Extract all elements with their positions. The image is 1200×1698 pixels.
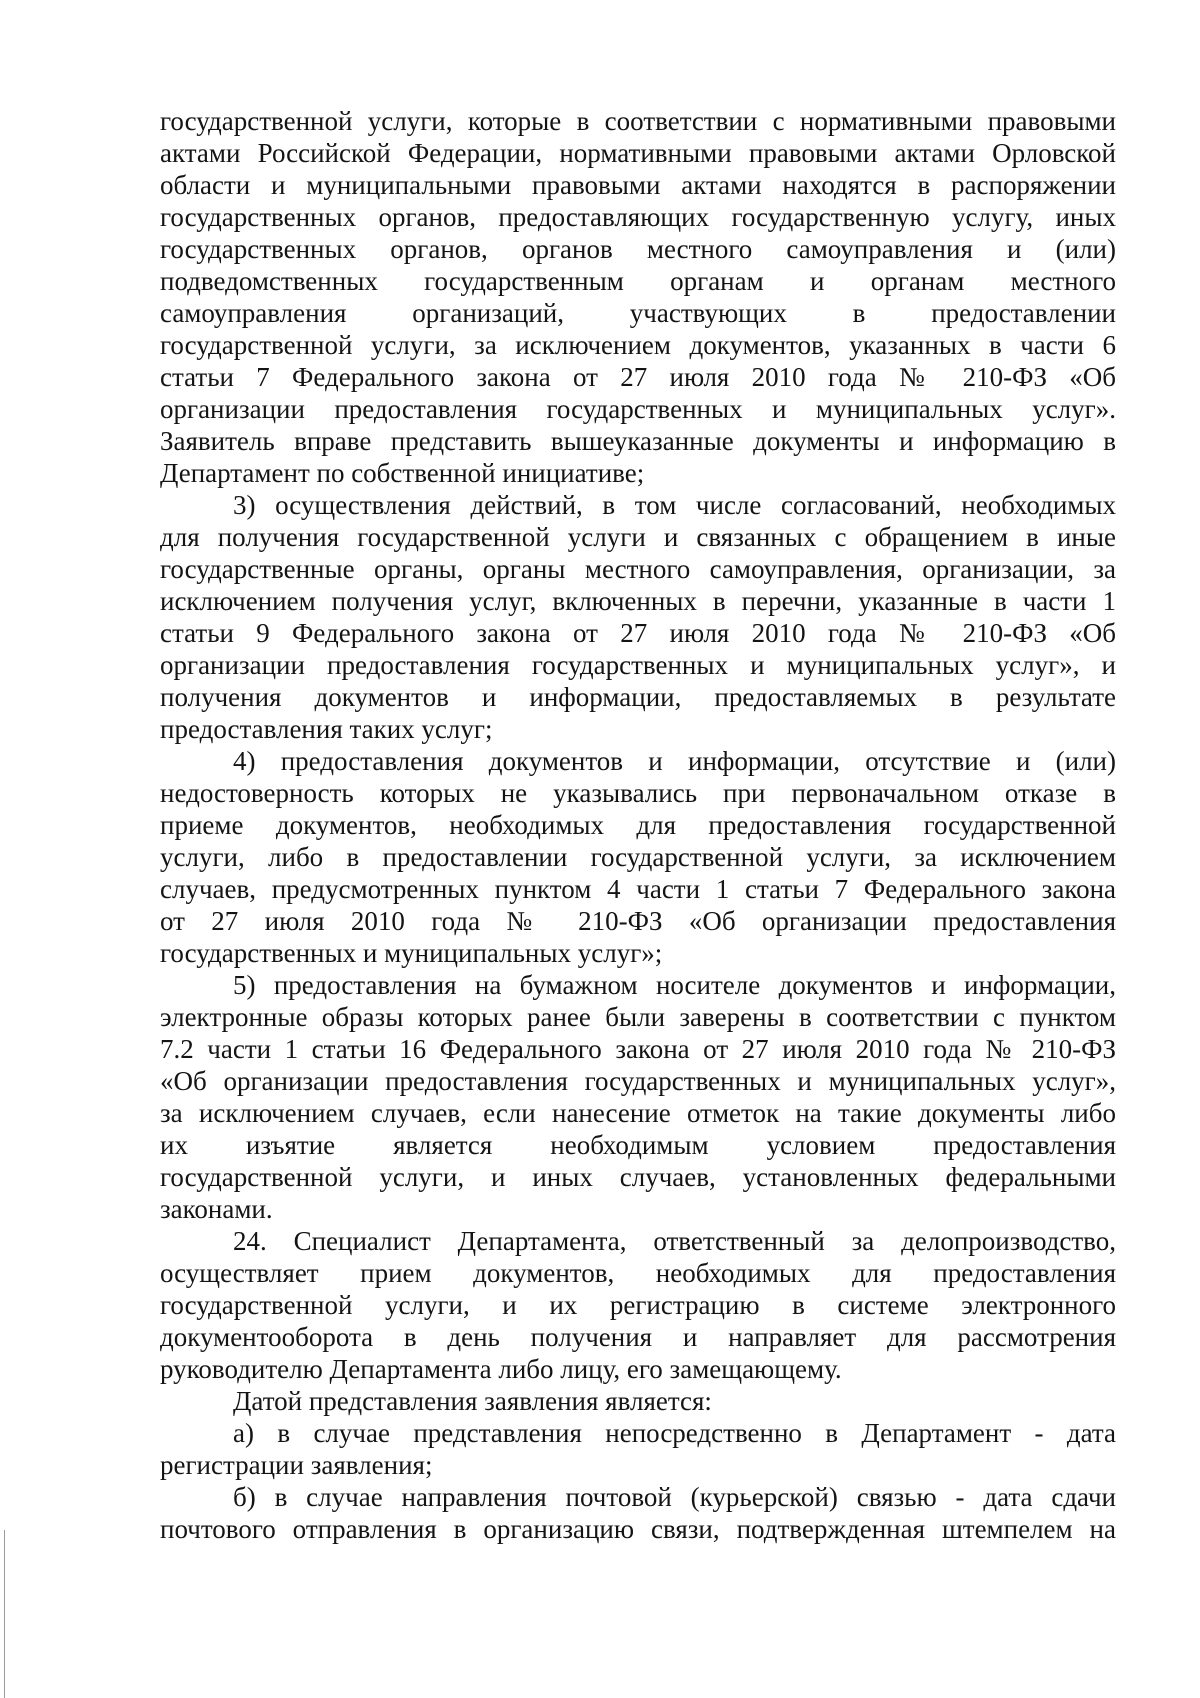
text-line: за исключением случаев, если нанесение отметок на такие документы либо [160,1098,1116,1128]
text-line: предоставления таких услуг; [160,714,493,744]
text-line: почтового отправления в организацию связи, подтвержденная штемпелем на [160,1514,1116,1544]
text-line: недостоверность которых не указывались при первоначальном отказе в [160,778,1116,808]
text-line: подведомственных государственным органам и органам местного [160,266,1116,296]
text-line: государственной услуги, и иных случаев, установленных федеральными [160,1162,1116,1192]
text-line: статьи 7 Федерального закона от 27 июля 2010 года № 210-ФЗ «Об [160,362,1116,392]
text-line: осуществляет прием документов, необходимых для предоставления [160,1258,1116,1288]
text-line: государственной услуги, за исключением документов, указанных в части 6 [160,330,1116,360]
text-line: организации предоставления государственных и муниципальных услуг». [160,394,1116,424]
text-line: 7.2 части 1 статьи 16 Федерального закона от 27 июля 2010 года № 210-ФЗ [160,1034,1116,1064]
text-line: Департамент по собственной инициативе; [160,458,645,488]
text-line: организации предоставления государственных и муниципальных услуг», и [160,650,1116,680]
text-line: статьи 9 Федерального закона от 27 июля 2010 года № 210-ФЗ «Об [160,618,1116,648]
paragraph-24-first-line: 24. Специалист Департамента, ответственный за делопроизводство, [233,1226,1116,1256]
text-line: области и муниципальными правовыми актами находятся в распоряжении [160,170,1116,200]
text-line: руководителю Департамента либо лицу, его замещающему. [160,1354,842,1384]
text-line: регистрации заявления; [160,1450,433,1480]
date-of-submission-heading: Датой представления заявления является: [233,1386,712,1416]
text-line: приеме документов, необходимых для предоставления государственной [160,810,1116,840]
text-line: исключением получения услуг, включенных в перечни, указанные в части 1 [160,586,1116,616]
item-a-first-line: а) в случае представления непосредственно в Департамент - дата [233,1418,1116,1448]
text-line: государственных органов, органов местного самоуправления и (или) [160,234,1116,264]
text-line: «Об организации предоставления государственных и муниципальных услуг», [160,1066,1116,1096]
text-line: документооборота в день получения и направляет для рассмотрения [160,1322,1116,1352]
text-line: законами. [160,1194,273,1224]
text-line: их изъятие является необходимым условием предоставления [160,1130,1116,1160]
list-item-5-first-line: 5) предоставления на бумажном носителе документов и информации, [233,970,1116,1000]
scan-margin-line [4,1530,5,1698]
text-line: государственной услуги, и их регистрацию в системе электронного [160,1290,1116,1320]
text-line: случаев, предусмотренных пунктом 4 части 1 статьи 7 Федерального закона [160,874,1116,904]
list-item-3-first-line: 3) осуществления действий, в том числе согласований, необходимых [233,490,1116,520]
list-item-4-first-line: 4) предоставления документов и информации, отсутствие и (или) [233,746,1116,776]
text-line: государственных и муниципальных услуг»; [160,938,663,968]
text-line: актами Российской Федерации, нормативными правовыми актами Орловской [160,138,1116,168]
text-line: государственные органы, органы местного самоуправления, организации, за [160,554,1116,584]
item-b-first-line: б) в случае направления почтовой (курьерской) связью - дата сдачи [233,1482,1116,1512]
text-line: от 27 июля 2010 года № 210-ФЗ «Об организации предоставления [160,906,1116,936]
text-line: для получения государственной услуги и связанных с обращением в иные [160,522,1116,552]
text-line: государственной услуги, которые в соответствии с нормативными правовыми [160,106,1116,136]
text-line: Заявитель вправе представить вышеуказанные документы и информацию в [160,426,1116,456]
text-line: услуги, либо в предоставлении государственной услуги, за исключением [160,842,1116,872]
text-line: государственных органов, предоставляющих государственную услугу, иных [160,202,1116,232]
text-line: самоуправления организаций, участвующих в предоставлении [160,298,1116,328]
text-line: электронные образы которых ранее были заверены в соответствии с пунктом [160,1002,1116,1032]
text-line: получения документов и информации, предоставляемых в результате [160,682,1116,712]
